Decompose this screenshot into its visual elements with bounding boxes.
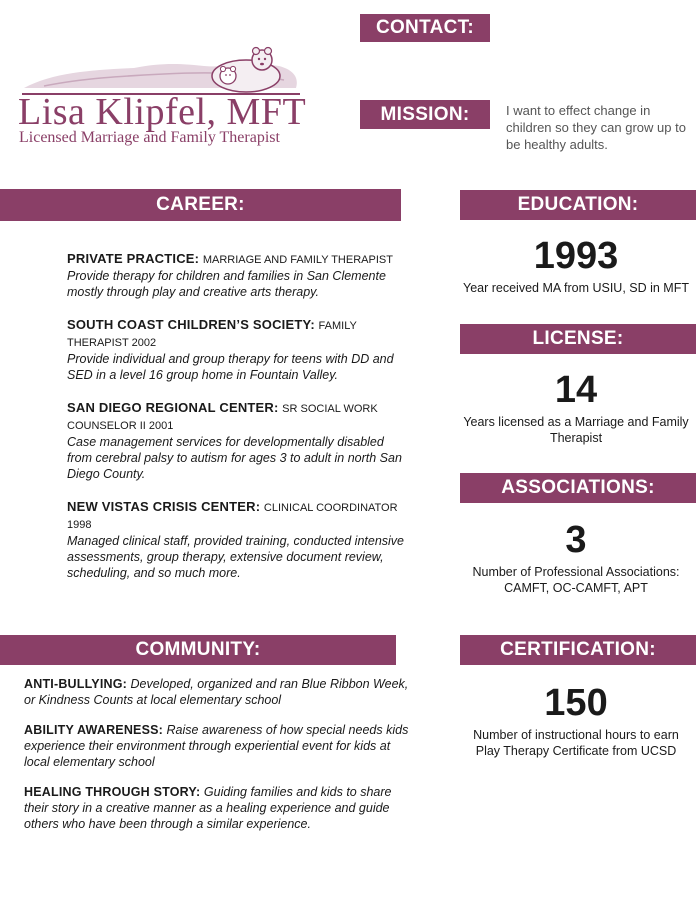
community-entry <box>24 784 409 832</box>
career-description: Case management services for developmentally disabled from cerebral palsy to autism for ages 3 to adult in north San Diego County. <box>67 435 402 481</box>
community-description: Raise awareness of how special needs kids experience their environment through experiential event for kids at local elementary school <box>24 723 409 769</box>
certification-header: CERTIFICATION: <box>460 635 696 665</box>
career-employer: PRIVATE PRACTICE: <box>67 251 200 266</box>
community-description: Guiding families and kids to share their story in a creative manner as a healing experience and guide others who have been through a similar experience. <box>24 785 392 831</box>
community-entry <box>24 722 409 770</box>
contact-header: CONTACT: <box>360 14 490 42</box>
license-caption: Years licensed as a Marriage and Family Therapist <box>463 415 689 445</box>
mission-text: I want to effect change in children so they can grow up to be healthy adults. <box>506 103 686 152</box>
education-year: 1993 <box>533 235 619 277</box>
community-title: ABILITY AWARENESS: <box>24 723 164 737</box>
career-entry <box>67 251 407 300</box>
career-employer: SOUTH COAST CHILDREN’S SOCIETY: <box>67 317 315 332</box>
career-header: CAREER: <box>0 189 401 221</box>
license-header: LICENSE: <box>460 324 696 354</box>
career-description: Managed clinical staff, provided training, conducted intensive assessments, group therapy, extensive document review, scheduling, and so much more. <box>67 534 405 580</box>
career-employer: NEW VISTAS CRISIS CENTER: <box>67 499 261 514</box>
career-role: SR SOCIAL WORK COUNSELOR II 2001 <box>67 403 378 432</box>
career-description: Provide therapy for children and families in San Clemente mostly through play and creative arts therapy. <box>67 269 386 299</box>
certification-stat <box>460 683 692 759</box>
career-entry <box>67 499 407 581</box>
logo <box>14 42 307 154</box>
community-title: ANTI-BULLYING: <box>24 677 128 691</box>
license-years: 14 <box>554 369 598 411</box>
community-title: HEALING THROUGH STORY: <box>24 785 201 799</box>
career-list <box>67 251 407 598</box>
career-role: FAMILY THERAPIST 2002 <box>67 320 357 349</box>
education-header: EDUCATION: <box>460 190 696 220</box>
career-employer: SAN DIEGO REGIONAL CENTER: <box>67 400 279 415</box>
certification-caption: Number of instructional hours to earn Play Therapy Certificate from UCSD <box>473 728 679 758</box>
career-description: Provide individual and group therapy for teens with DD and SED in a level 16 group home in Fountain Valley. <box>67 352 394 382</box>
career-entry <box>67 400 407 482</box>
associations-caption: Number of Professional Associations: CAMFT, OC-CAMFT, APT <box>472 565 680 595</box>
career-role: CLINICAL COORDINATOR 1998 <box>67 502 398 531</box>
education-stat <box>460 236 692 296</box>
community-header: COMMUNITY: <box>0 635 396 665</box>
associations-header: ASSOCIATIONS: <box>460 473 696 503</box>
associations-count: 3 <box>565 519 587 561</box>
logo-subtitle: Licensed Marriage and Family Therapist <box>19 129 280 146</box>
associations-stat <box>460 520 692 596</box>
community-list <box>24 676 409 846</box>
certification-hours: 150 <box>544 682 608 724</box>
career-role: MARRIAGE AND FAMILY THERAPIST <box>202 254 393 266</box>
community-entry <box>24 676 409 708</box>
career-entry <box>67 317 407 383</box>
license-stat <box>460 370 692 446</box>
mission-header: MISSION: <box>360 100 490 129</box>
logo-name: Lisa Klipfel, MFT <box>18 91 307 133</box>
education-caption: Year received MA from USIU, SD in MFT <box>463 281 689 295</box>
community-description: Developed, organized and ran Blue Ribbon Week, or Kindness Counts at local elementary school <box>24 677 409 707</box>
